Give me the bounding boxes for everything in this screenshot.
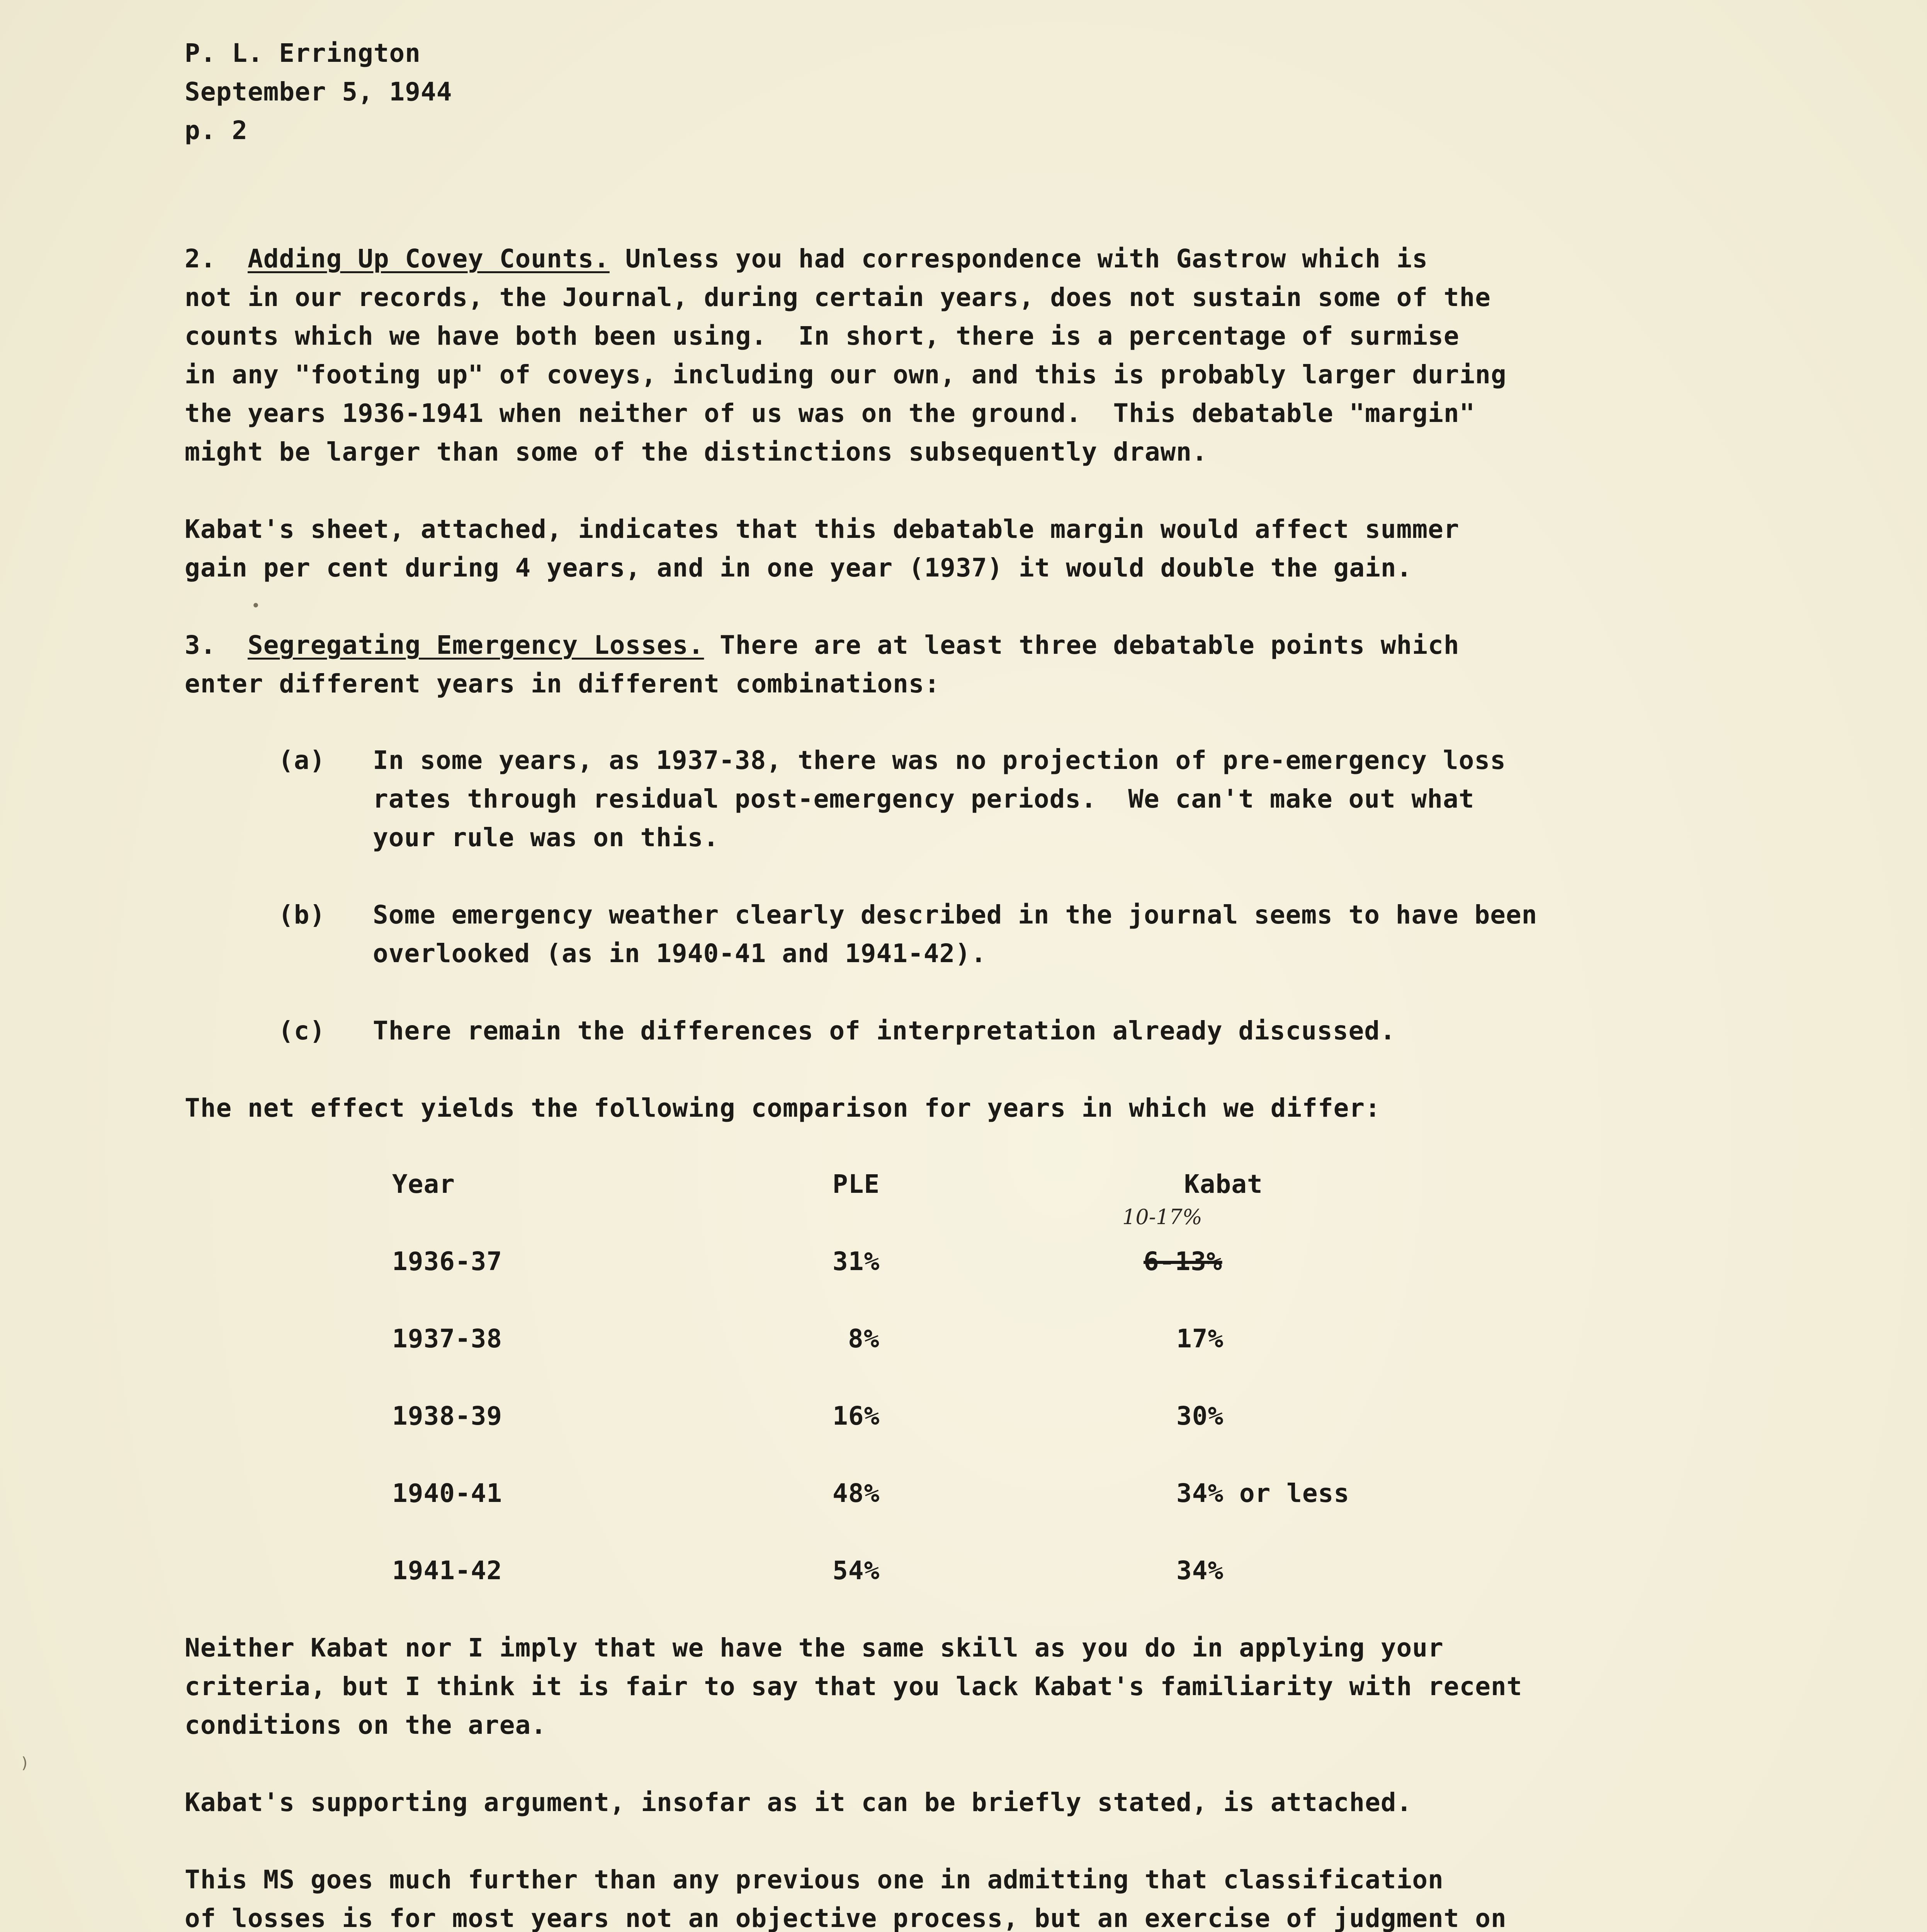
- ms-line2: of losses is for most years not an objective process, but an exercise of judgment on: [185, 1903, 1507, 1932]
- row-ple: 48%: [833, 1478, 880, 1508]
- item-a-label: (a): [278, 745, 326, 775]
- neither-line1: Neither Kabat nor I imply that we have the same skill as you do in applying your: [185, 1633, 1444, 1663]
- neither-line2: criteria, but I think it is fair to say that you lack Kabat's familiarity with recent: [185, 1672, 1523, 1701]
- sec3-number: 3.: [185, 630, 216, 660]
- header-name: P. L. Errington: [185, 38, 421, 68]
- row-year: 1941-42: [392, 1556, 503, 1585]
- sec3-line1-text: There are at least three debatable points which: [704, 630, 1460, 660]
- net-effect-line: The net effect yields the following comparison for years in which we differ:: [185, 1093, 1381, 1123]
- kabat-sheet-line1: Kabat's sheet, attached, indicates that this debatable margin would affect summer: [185, 514, 1460, 544]
- table-header-year: Year: [392, 1169, 455, 1199]
- margin-mark: ): [20, 1754, 30, 1772]
- table-header-kabat: Kabat: [1184, 1169, 1263, 1199]
- item-b-line1: Some emergency weather clearly described in the journal seems to have been: [373, 900, 1538, 930]
- neither-line3: conditions on the area.: [185, 1710, 547, 1740]
- row-kabat: 34%: [1176, 1556, 1224, 1585]
- item-c-label: (c): [278, 1016, 326, 1046]
- table-header-ple: PLE: [833, 1169, 880, 1199]
- row-ple: 8%: [848, 1324, 880, 1354]
- sec2-line5: the years 1936-1941 when neither of us was on the ground. This debatable "margin": [185, 398, 1475, 428]
- item-c-line1: There remain the differences of interpretation already discussed.: [373, 1016, 1396, 1046]
- row-ple: 54%: [833, 1556, 880, 1585]
- sec2-line6: might be larger than some of the distinctions subsequently drawn.: [185, 437, 1208, 467]
- row-ple: 31%: [833, 1247, 880, 1276]
- sec2-title: Adding Up Covey Counts.: [247, 244, 610, 274]
- row-year: 1940-41: [392, 1478, 503, 1508]
- row-year: 1937-38: [392, 1324, 503, 1354]
- kabat-sheet-line2: gain per cent during 4 years, and in one year (1937) it would double the gain.: [185, 553, 1412, 583]
- sec2-line1: [185, 240, 1428, 278]
- sec3-line2: enter different years in different combinations:: [185, 669, 940, 699]
- sec2-line3: counts which we have both been using. In short, there is a percentage of surmise: [185, 321, 1460, 351]
- row-year: 1936-37: [392, 1247, 503, 1276]
- item-a-line3: your rule was on this.: [373, 823, 719, 852]
- sec2-line1-text: Unless you had correspondence with Gastrow which is: [609, 244, 1428, 274]
- sec3-line1: [185, 626, 1460, 665]
- row-ple: 16%: [833, 1401, 880, 1431]
- sec3-title: Segregating Emergency Losses.: [247, 630, 704, 660]
- kabat-argument-line: Kabat's supporting argument, insofar as it can be briefly stated, is attached.: [185, 1787, 1412, 1817]
- sec2-line4: in any "footing up" of coveys, including our own, and this is probably larger during: [185, 360, 1507, 389]
- item-a-line1: In some years, as 1937-38, there was no projection of pre-emergency loss: [373, 745, 1506, 775]
- item-b-label: (b): [278, 900, 326, 930]
- header-date: September 5, 1944: [185, 77, 452, 107]
- item-b-line2: overlooked (as in 1940-41 and 1941-42).: [373, 939, 987, 968]
- row-kabat: 30%: [1176, 1401, 1224, 1431]
- header-page: p. 2: [185, 116, 248, 145]
- ms-line1: This MS goes much further than any previous one in admitting that classification: [185, 1865, 1444, 1895]
- row-kabat: 17%: [1176, 1324, 1224, 1354]
- stray-mark: •: [251, 597, 261, 615]
- row-kabat-struck: 6-13%: [1144, 1247, 1222, 1276]
- row-kabat: 34% or less: [1176, 1478, 1350, 1508]
- sec2-number: 2.: [185, 244, 216, 274]
- sec2-line2: not in our records, the Journal, during certain years, does not sustain some of the: [185, 282, 1491, 312]
- handwritten-correction: 10-17%: [1122, 1205, 1202, 1229]
- row-year: 1938-39: [392, 1401, 503, 1431]
- item-a-line2: rates through residual post-emergency periods. We can't make out what: [373, 784, 1475, 814]
